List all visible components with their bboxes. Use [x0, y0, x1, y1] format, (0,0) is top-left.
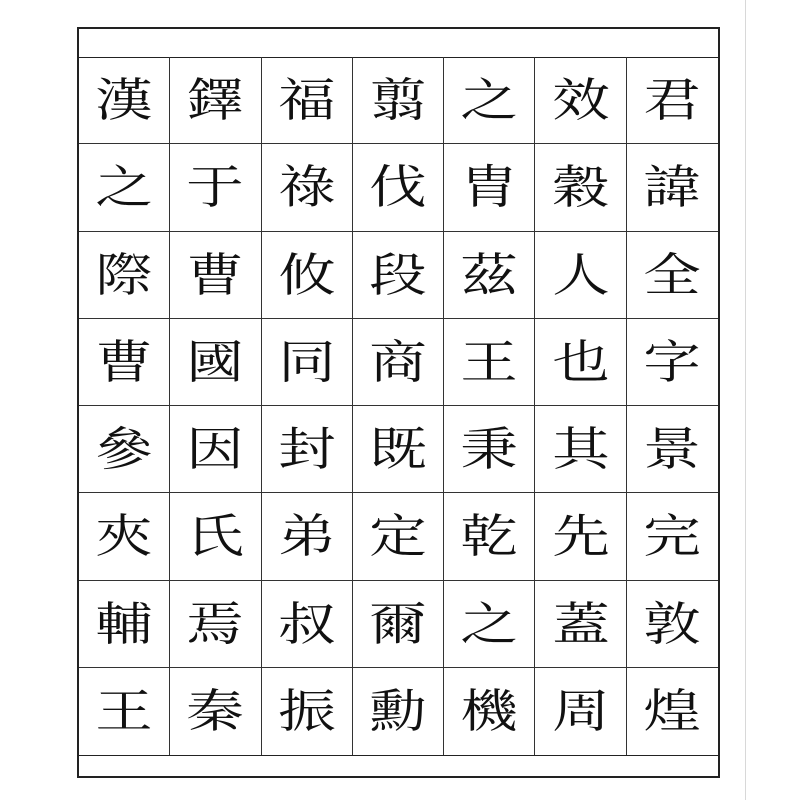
grid-cell	[444, 493, 535, 580]
grid-cell	[627, 232, 718, 319]
grid-cell	[170, 144, 261, 231]
grid-cell	[262, 319, 353, 406]
character-glyph: 敦	[643, 596, 702, 651]
character-glyph: 全	[643, 247, 702, 302]
grid-cell	[627, 144, 718, 231]
character-glyph: 際	[95, 247, 153, 302]
character-glyph: 弟	[277, 509, 336, 564]
grid-cell	[444, 57, 535, 144]
grid-cell	[535, 581, 626, 668]
character-glyph: 周	[551, 684, 610, 739]
character-glyph: 定	[369, 509, 427, 564]
character-glyph: 福	[277, 73, 336, 128]
character-glyph: 之	[460, 596, 519, 651]
character-glyph: 茲	[460, 247, 519, 302]
grid-cell	[262, 406, 353, 493]
character-glyph: 于	[186, 160, 245, 215]
grid-cell	[535, 57, 626, 144]
grid-cell	[79, 406, 170, 493]
grid-cell	[444, 406, 535, 493]
character-glyph: 先	[551, 509, 610, 564]
character-glyph: 商	[369, 334, 427, 389]
grid-cell	[262, 668, 353, 755]
character-glyph: 胄	[460, 160, 519, 215]
character-glyph: 蓋	[551, 596, 610, 651]
character-glyph: 之	[460, 73, 519, 128]
grid-cell	[79, 493, 170, 580]
character-glyph: 翦	[369, 73, 427, 128]
grid-cell	[444, 232, 535, 319]
character-glyph: 秦	[186, 684, 245, 739]
character-glyph: 君	[643, 73, 702, 128]
character-grid	[79, 57, 718, 755]
grid-cell	[627, 319, 718, 406]
character-glyph: 攸	[277, 247, 336, 302]
character-glyph: 人	[551, 247, 610, 302]
grid-cell	[170, 319, 261, 406]
grid-cell	[627, 581, 718, 668]
grid-cell	[262, 493, 353, 580]
character-glyph: 機	[460, 684, 519, 739]
grid-cell	[79, 232, 170, 319]
character-glyph: 氏	[186, 509, 245, 564]
grid-cell	[535, 493, 626, 580]
character-glyph: 段	[369, 247, 427, 302]
grid-cell	[79, 668, 170, 755]
character-glyph: 秉	[460, 422, 519, 477]
grid-cell	[627, 493, 718, 580]
grid-cell	[79, 57, 170, 144]
grid-cell	[79, 319, 170, 406]
character-glyph: 祿	[277, 160, 336, 215]
character-glyph: 勳	[369, 684, 427, 739]
grid-cell	[444, 144, 535, 231]
character-glyph: 焉	[186, 596, 245, 651]
character-glyph: 叔	[277, 596, 336, 651]
character-glyph: 完	[643, 509, 702, 564]
character-glyph: 國	[186, 334, 245, 389]
grid-cell	[79, 581, 170, 668]
character-glyph: 景	[643, 422, 702, 477]
grid-cell	[353, 581, 444, 668]
character-glyph: 乾	[460, 509, 519, 564]
grid-cell	[353, 406, 444, 493]
calligraphy-practice-sheet	[77, 27, 720, 778]
character-glyph: 其	[551, 422, 610, 477]
grid-cell	[535, 144, 626, 231]
grid-cell	[444, 581, 535, 668]
character-glyph: 之	[95, 160, 153, 215]
grid-cell	[79, 144, 170, 231]
grid-cell	[170, 668, 261, 755]
grid-cell	[170, 232, 261, 319]
grid-cell	[535, 232, 626, 319]
character-glyph: 爾	[369, 596, 427, 651]
grid-cell	[262, 144, 353, 231]
character-glyph: 既	[369, 422, 427, 477]
grid-cell	[170, 581, 261, 668]
page-edge-line	[745, 0, 746, 800]
character-glyph: 伐	[369, 160, 427, 215]
character-glyph: 諱	[643, 160, 702, 215]
character-glyph: 曹	[95, 334, 153, 389]
grid-cell	[444, 668, 535, 755]
character-glyph: 漢	[95, 73, 153, 128]
character-glyph: 曹	[186, 247, 245, 302]
grid-cell	[535, 406, 626, 493]
character-glyph: 鐸	[186, 73, 245, 128]
character-glyph: 王	[460, 334, 519, 389]
character-glyph: 效	[551, 73, 610, 128]
grid-cell	[444, 319, 535, 406]
character-glyph: 煌	[643, 684, 702, 739]
character-glyph: 輔	[95, 596, 153, 651]
grid-cell	[170, 57, 261, 144]
grid-cell	[535, 319, 626, 406]
grid-cell	[262, 57, 353, 144]
grid-cell	[353, 668, 444, 755]
character-glyph: 參	[95, 422, 153, 477]
character-glyph: 因	[186, 422, 245, 477]
grid-cell	[170, 406, 261, 493]
character-glyph: 封	[277, 422, 336, 477]
grid-cell	[627, 406, 718, 493]
grid-cell	[353, 319, 444, 406]
grid-cell	[627, 668, 718, 755]
character-glyph: 字	[643, 334, 702, 389]
grid-cell	[535, 668, 626, 755]
grid-cell	[170, 493, 261, 580]
character-glyph: 穀	[551, 160, 610, 215]
grid-cell	[353, 493, 444, 580]
character-glyph: 振	[277, 684, 336, 739]
grid-cell	[353, 232, 444, 319]
grid-cell	[262, 581, 353, 668]
grid-cell	[353, 144, 444, 231]
character-glyph: 也	[551, 334, 610, 389]
character-glyph: 夾	[95, 509, 153, 564]
grid-cell	[262, 232, 353, 319]
grid-cell	[353, 57, 444, 144]
character-glyph: 王	[95, 684, 153, 739]
grid-cell	[627, 57, 718, 144]
bottom-margin-rule	[79, 755, 718, 756]
character-glyph: 同	[277, 334, 336, 389]
